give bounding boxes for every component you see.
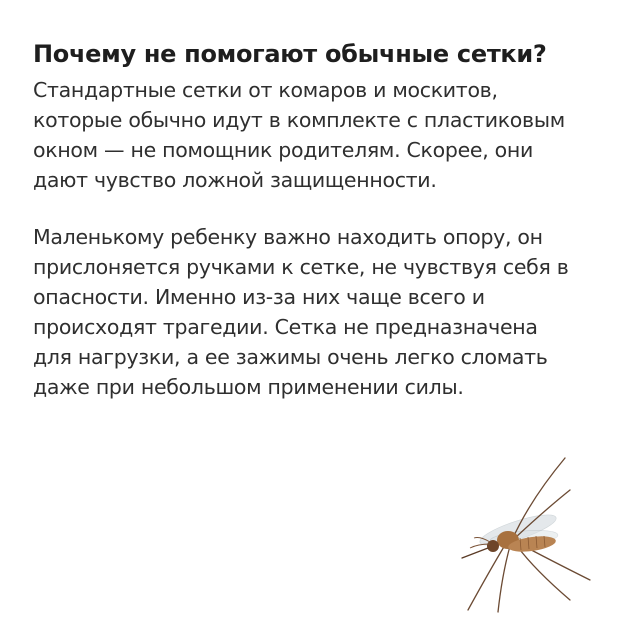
text-line: прислоняется ручками к сетке, не чувствуя себя в: [33, 255, 569, 279]
text-line: даже при небольшом применении силы.: [33, 375, 464, 399]
mosquito-icon: [420, 450, 620, 620]
text-line: для нагрузки, а ее зажимы очень легко сломать: [33, 345, 548, 369]
page-title: Почему не помогают обычные сетки?: [33, 40, 547, 68]
text-line: дают чувство ложной защищенности.: [33, 168, 437, 192]
paragraph-standard-nets: [33, 75, 593, 195]
text-line: окном — не помощник родителям. Скорее, они: [33, 138, 534, 162]
text-line: Маленькому ребенку важно находить опору, он: [33, 225, 543, 249]
text-line: опасности. Именно из-за них чаще всего и: [33, 285, 485, 309]
text-line: происходят трагедии. Сетка не предназначена: [33, 315, 538, 339]
paragraph-child-danger: [33, 222, 593, 402]
text-line: которые обычно идут в комплекте с пластиковым: [33, 108, 565, 132]
text-line: Стандартные сетки от комаров и москитов,: [33, 78, 498, 102]
